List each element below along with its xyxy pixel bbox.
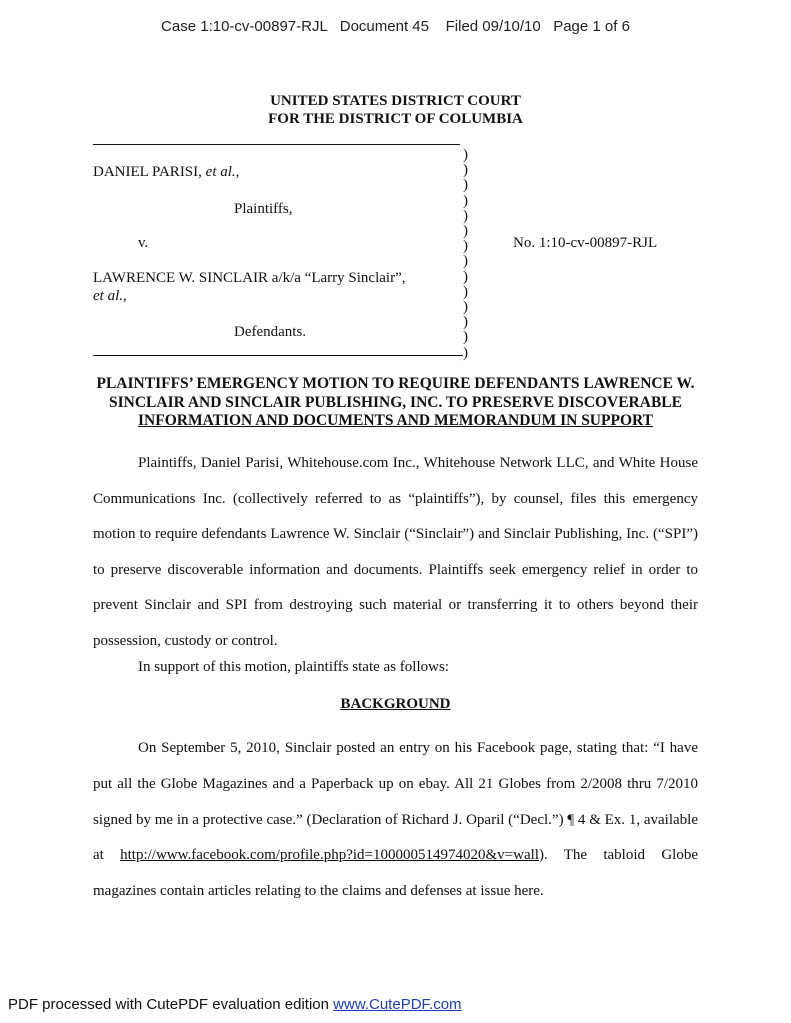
defendant-etal: et al. [93, 288, 123, 304]
court-heading [0, 92, 791, 128]
plaintiff-etal: et al. [205, 164, 236, 180]
plaintiff-name: DANIEL PARISI, et al., [93, 164, 240, 180]
footer-text: PDF processed with CutePDF evaluation edition [8, 996, 334, 1013]
court-name: UNITED STATES DISTRICT COURT [270, 93, 521, 109]
facebook-url: http://www.facebook.com/profile.php?id=100000514974020&v=wall [120, 847, 539, 864]
section-heading-background: BACKGROUND [340, 696, 451, 712]
motion-title-line2: SINCLAIR AND SINCLAIR PUBLISHING, INC. TO PRESERVE DISCOVERABLE [109, 393, 682, 411]
motion-title-line1: PLAINTIFFS’ EMERGENCY MOTION TO REQUIRE DEFENDANTS LAWRENCE W. [96, 375, 695, 392]
pdf-footer [8, 996, 462, 1013]
versus: v. [138, 235, 149, 251]
body-paragraph-1: Plaintiffs, Daniel Parisi, Whitehouse.com Inc., Whitehouse Network LLC, and White House Communications Inc. (collectively referred to as “plaintiffs”), by counsel, files this emergency motion to require defendants Lawrence W. Sinclair (“Sinclair”) and Sinclair Publishing, Inc. (“SPI”) to preserve discoverable information and documents. Plaintiffs seek emergency relief in order to prevent Sinclair and SPI from destroying such material or transferring it to others beyond their possession, custody or control. [93, 455, 698, 649]
caption-bottom-rule [93, 355, 463, 356]
caption-top-rule [93, 144, 460, 145]
court-district: FOR THE DISTRICT OF COLUMBIA [268, 111, 523, 127]
cutepdf-link[interactable]: www.CutePDF.com [333, 996, 462, 1013]
defendant-name: LAWRENCE W. SINCLAIR a/k/a “Larry Sinclair”, et al., [93, 270, 406, 304]
motion-title [60, 375, 731, 431]
case-header-stamp: Case 1:10-cv-00897-RJL Document 45 Filed 09/10/10 Page 1 of 6 [161, 18, 630, 35]
plaintiffs-label: Plaintiffs, [234, 201, 293, 217]
case-number: No. 1:10-cv-00897-RJL [513, 235, 658, 251]
caption-parentheses: ) ) ) ) ) ) ) ) ) ) ) ) ) ) [463, 147, 468, 361]
body-paragraph-3: On September 5, 2010, Sinclair posted an entry on his Facebook page, stating that: “I have put all the Globe Magazines and a Paperback up on ebay. All 21 Globes from 2/2008 thru 7/2010 signed by me in a protective case.” (Declaration of Richard J. Oparil (“Decl.”) ¶ 4 & Ex. 1, available at http://www.facebook.com/profile.php?id=100000514974020&v=wall). The tabloid Globe magazines contain articles relating to the claims and defenses at issue here. [93, 740, 698, 900]
motion-title-line3: INFORMATION AND DOCUMENTS AND MEMORANDUM IN SUPPORT [138, 412, 653, 429]
defendants-label: Defendants. [234, 324, 307, 340]
body-paragraph-2: In support of this motion, plaintiffs state as follows: [138, 659, 449, 675]
